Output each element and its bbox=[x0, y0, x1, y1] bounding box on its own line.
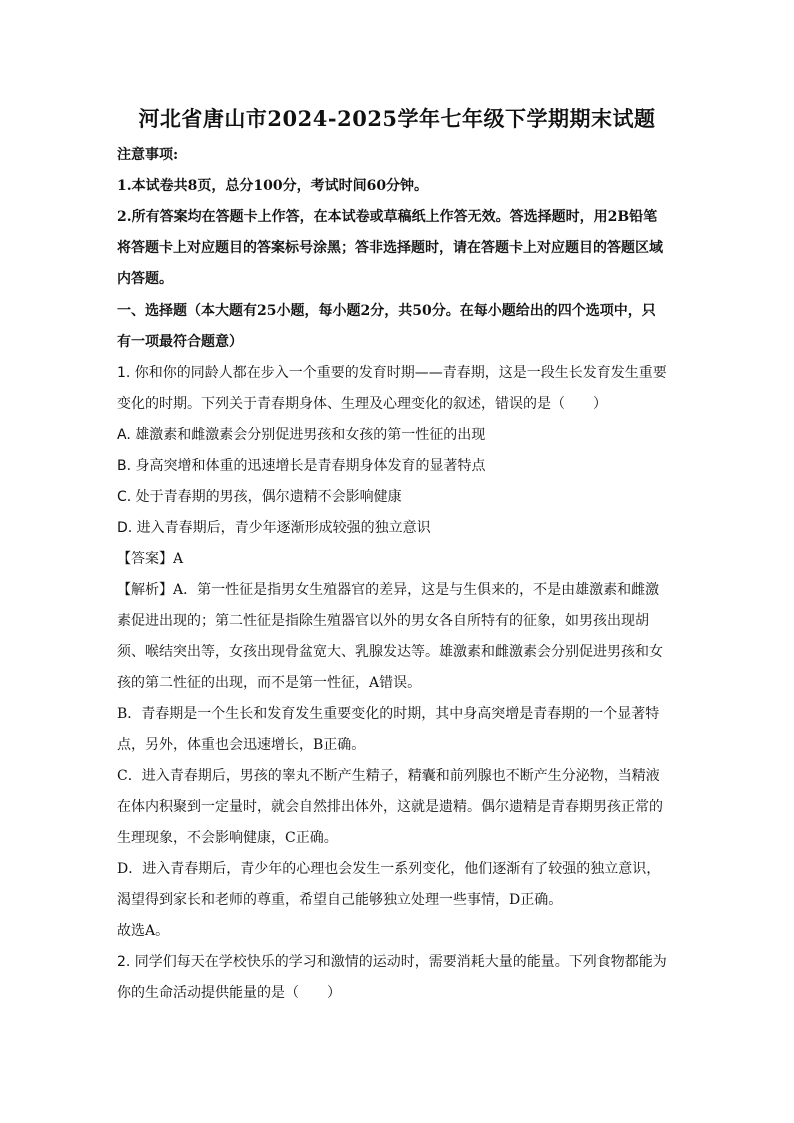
analysis-line: 渴望得到家长和老师的尊重，希望自己能够独立处理一些事情，D正确。 bbox=[117, 892, 563, 908]
question-stem: 2. 同学们每天在学校快乐的学习和激情的运动时，需要消耗大量的能量。下列食物都能为 bbox=[117, 954, 667, 970]
analysis-line: 素促进出现的；第二性征是指除生殖器官以外的男女各自所特有的征象，如男孩出现胡 bbox=[117, 613, 649, 629]
notice-item: 将答题卡上对应题目的答案标号涂黑；答非选择题时，请在答题卡上对应题目的答题区域 bbox=[117, 240, 663, 256]
question-stem: 变化的时期。下列关于青春期身体、生理及心理变化的叙述，错误的是（ ） bbox=[117, 396, 607, 412]
analysis-line: 在体内积聚到一定量时，就会自然排出体外，这就是遗精。偶尔遗精是青春期男孩正常的 bbox=[117, 799, 663, 815]
option-c: C. 处于青春期的男孩，偶尔遗精不会影响健康 bbox=[117, 489, 402, 505]
option-a: A. 雄激素和雌激素会分别促进男孩和女孩的第一性征的出现 bbox=[117, 427, 486, 443]
notice-item: 1.本试卷共8页，总分100分，考试时间60分钟。 bbox=[117, 178, 429, 194]
section-heading: 一、选择题（本大题有25小题，每小题2分，共50分。在每小题给出的四个选项中，只 bbox=[117, 303, 656, 319]
analysis-line: 点，另外，体重也会迅速增长，B正确。 bbox=[117, 737, 366, 753]
analysis-line: D．进入青春期后，青少年的心理也会发生一系列变化，他们逐渐有了较强的独立意识， bbox=[117, 861, 661, 877]
analysis-line: C．进入青春期后，男孩的睾丸不断产生精子，精囊和前列腺也不断产生分泌物，当精液 bbox=[117, 768, 660, 784]
analysis-line: 孩的第二性征的出现，而不是第一性征，A错误。 bbox=[117, 675, 422, 691]
analysis-line: 【解析】A．第一性征是指男女生殖器官的差异，这是与生俱来的，不是由雄激素和雌激 bbox=[117, 582, 660, 598]
option-b: B. 身高突增和体重的迅速增长是青春期身体发育的显著特点 bbox=[117, 458, 486, 474]
notice-item: 2.所有答案均在答题卡上作答，在本试卷或草稿纸上作答无效。答选择题时，用2B铅笔 bbox=[117, 209, 658, 225]
notice-heading: 注意事项: bbox=[117, 147, 179, 163]
answer: 【答案】A bbox=[117, 551, 184, 567]
question-stem: 1. 你和你的同龄人都在步入一个重要的发育时期——青春期，这是一段生长发育发生重要 bbox=[117, 365, 667, 381]
analysis-line: 生理现象，不会影响健康，C正确。 bbox=[117, 830, 338, 846]
section-heading: 有一项最符合题意） bbox=[117, 334, 243, 350]
option-d: D. 进入青春期后，青少年逐渐形成较强的独立意识 bbox=[117, 520, 431, 536]
notice-item: 内答题。 bbox=[117, 271, 173, 287]
analysis-line: 须、喉结突出等，女孩出现骨盆宽大、乳腺发达等。雄激素和雌激素会分别促进男孩和女 bbox=[117, 644, 663, 660]
analysis-line: 故选A。 bbox=[117, 923, 170, 939]
question-stem: 你的生命活动提供能量的是（ ） bbox=[117, 985, 341, 1001]
page-title: 河北省唐山市2024-2025学年七年级下学期期末试题 bbox=[138, 106, 656, 131]
analysis-line: B．青春期是一个生长和发育发生重要变化的时期，其中身高突增是青春期的一个显著特 bbox=[117, 706, 660, 722]
